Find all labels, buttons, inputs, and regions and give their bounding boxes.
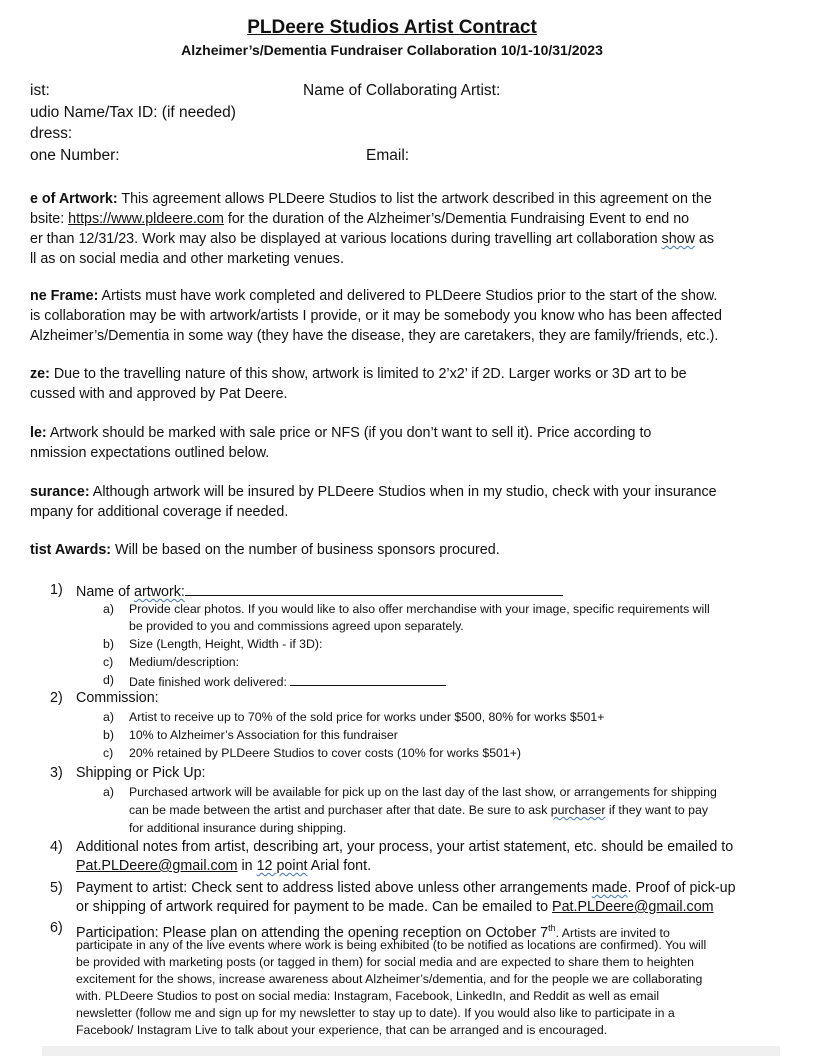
sublist-text: Artist to receive up to 70% of the sold price for works under $500, 80% for works $501+	[129, 710, 605, 724]
email-link[interactable]: Pat.PLDeere@gmail.com	[76, 858, 238, 874]
sublist-text: 10% to Alzheimer’s Association for this fundraiser	[129, 728, 398, 742]
section-text: Alzheimer’s/Dementia in some way (they have the disease, they are caretakers, they are family/friends, etc.).	[30, 328, 719, 344]
sublist-letter: b)	[103, 637, 114, 651]
size-section	[30, 364, 790, 404]
list-text: Name of	[76, 584, 135, 600]
page-bottom-strip	[42, 1046, 780, 1056]
list-text: participate in any of the live events where work is being exhibited (to be notified as locations are confirmed). You will	[76, 938, 707, 952]
section-text: for the duration of the Alzheimer’s/Dementia Fundraising Event to end no	[223, 211, 690, 227]
list-text: Commission:	[76, 690, 159, 706]
spellcheck-word: purchaser	[550, 803, 606, 817]
list-number: 6)	[50, 920, 63, 936]
artist-awards-heading: tist Awards:	[30, 542, 112, 558]
list-number: 5)	[50, 880, 63, 896]
spellcheck-word: show	[661, 231, 695, 247]
section-text: nmission expectations outlined below.	[30, 445, 270, 461]
section-text: ll as on social media and other marketing venues.	[30, 251, 344, 267]
section-text: Will be based on the number of business sponsors procured.	[111, 542, 500, 558]
sublist-letter: a)	[103, 710, 114, 724]
list-number: 2)	[50, 690, 63, 706]
contract-title: PLDeere Studios Artist Contract	[247, 17, 537, 38]
artist-awards-section	[30, 540, 790, 560]
list-number: 4)	[50, 839, 63, 855]
list-number: 3)	[50, 765, 63, 781]
contract-subtitle: Alzheimer’s/Dementia Fundraiser Collaboration 10/1-10/31/2023	[181, 42, 603, 58]
section-text: mpany for additional coverage if needed.	[30, 504, 289, 520]
list-text: Participation: Please plan on attending the opening reception on October 7	[76, 924, 549, 941]
sublist-letter: a)	[103, 785, 114, 799]
phone-number-label: one Number:	[30, 147, 120, 164]
list-number: 1)	[50, 582, 63, 598]
list-text: Facebook/ Instagram Live to talk about your experience, that can be arranged and is encouraged.	[76, 1023, 608, 1037]
list-text: Payment to artist: Check sent to address listed above unless other arrangements	[76, 880, 592, 896]
list-text: or shipping of artwork required for payment to be made. Can be emailed to	[76, 899, 553, 915]
email-label: Email:	[366, 147, 410, 164]
sublist-text: Medium/description:	[129, 655, 240, 669]
use-of-artwork-heading: e of Artwork:	[30, 191, 118, 207]
section-text: cussed with and approved by Pat Deere.	[30, 386, 288, 402]
studio-name-label: udio Name/Tax ID: (if needed)	[30, 104, 236, 121]
sublist-text: Purchased artwork will be available for pick up on the last day of the last show, or arrangements for shipping	[129, 785, 717, 799]
sublist-text: can be made between the artist and purchaser after that date. Be sure to ask	[129, 803, 551, 817]
section-text: Although artwork will be insured by PLDeere Studios when in my studio, check with your insurance	[89, 484, 717, 500]
collaborating-artist-label: Name of Collaborating Artist:	[303, 82, 501, 99]
list-text: in	[237, 858, 257, 874]
sublist-letter: a)	[103, 602, 114, 616]
spellcheck-word: 12 point	[256, 858, 308, 874]
sublist-text: be provided to you and commissions agreed upon separately.	[129, 619, 464, 633]
sale-heading: le:	[30, 425, 47, 441]
section-text: This agreement allows PLDeere Studios to list the artwork described in this agreement on the	[117, 191, 712, 207]
insurance-section	[30, 482, 790, 522]
sublist-text: 20% retained by PLDeere Studios to cover costs (10% for works $501+)	[129, 746, 521, 760]
spellcheck-word: artwork:	[134, 584, 185, 600]
sublist-letter: d)	[103, 673, 114, 687]
sublist-text: Size (Length, Height, Width - if 3D):	[129, 637, 323, 651]
sublist-letter: c)	[103, 746, 114, 760]
list-text: newsletter (follow me and sign up for my newsletter to stay up to date). If you would also like to participate in a	[76, 1006, 675, 1020]
date-delivered-blank[interactable]	[290, 672, 446, 686]
spellcheck-word: made	[591, 880, 628, 896]
use-of-artwork-section	[30, 189, 790, 269]
list-text: excitement for the shows, increase awareness about Alzheimer’s/dementia, and for the people we are collaborating	[76, 972, 703, 986]
list-text: . Artists are invited to	[555, 925, 670, 940]
sublist-text: Provide clear photos. If you would like to also offer merchandise with your image, specific requirements will	[129, 602, 710, 616]
sublist-text: for additional insurance during shipping.	[129, 821, 347, 835]
section-text: is collaboration may be with artwork/artists I provide, or it may be somebody you know who has been affected	[30, 308, 722, 324]
sublist-letter: c)	[103, 655, 114, 669]
list-text: Additional notes from artist, describing art, your process, your artist statement, etc. should be emailed to	[76, 839, 734, 855]
list-text: be provided with marketing posts (or tagged in them) for social media and are expected to share them to heighten	[76, 955, 694, 969]
sale-section	[30, 423, 790, 463]
sublist-text: if they want to pay	[605, 803, 708, 817]
website-link[interactable]: https://www.pldeere.com	[68, 211, 224, 227]
time-frame-section	[30, 286, 790, 346]
sublist-letter: b)	[103, 728, 114, 742]
section-text: Due to the travelling nature of this show, artwork is limited to 2’x2’ if 2D. Larger works or 3D art to be	[49, 366, 687, 382]
sublist-text: Date finished work delivered:	[129, 675, 287, 689]
insurance-heading: surance:	[30, 484, 90, 500]
artwork-name-blank[interactable]	[185, 582, 563, 596]
list-text: Shipping or Pick Up:	[76, 765, 206, 781]
list-text: with. PLDeere Studios to post on social media: Instagram, Facebook, LinkedIn, and Reddit as well as email	[76, 989, 660, 1003]
email-link[interactable]: Pat.PLDeere@gmail.com	[552, 899, 714, 915]
section-text: er than 12/31/23. Work may also be displayed at various locations during travelling art collaboration	[30, 231, 662, 247]
list-text: Arial font.	[307, 858, 372, 874]
section-text: as	[694, 231, 715, 247]
section-text: Artwork should be marked with sale price or NFS (if you don’t want to sell it). Price according to	[46, 425, 652, 441]
section-text: Artists must have work completed and delivered to PLDeere Studios prior to the start of the show.	[98, 288, 718, 304]
size-heading: ze:	[30, 366, 50, 382]
superscript: th	[548, 923, 556, 933]
section-text: bsite:	[30, 211, 69, 227]
time-frame-heading: ne Frame:	[30, 288, 99, 304]
address-label: dress:	[30, 125, 73, 142]
artist-field-label: ist:	[30, 82, 50, 99]
list-text: . Proof of pick-up	[627, 880, 736, 896]
